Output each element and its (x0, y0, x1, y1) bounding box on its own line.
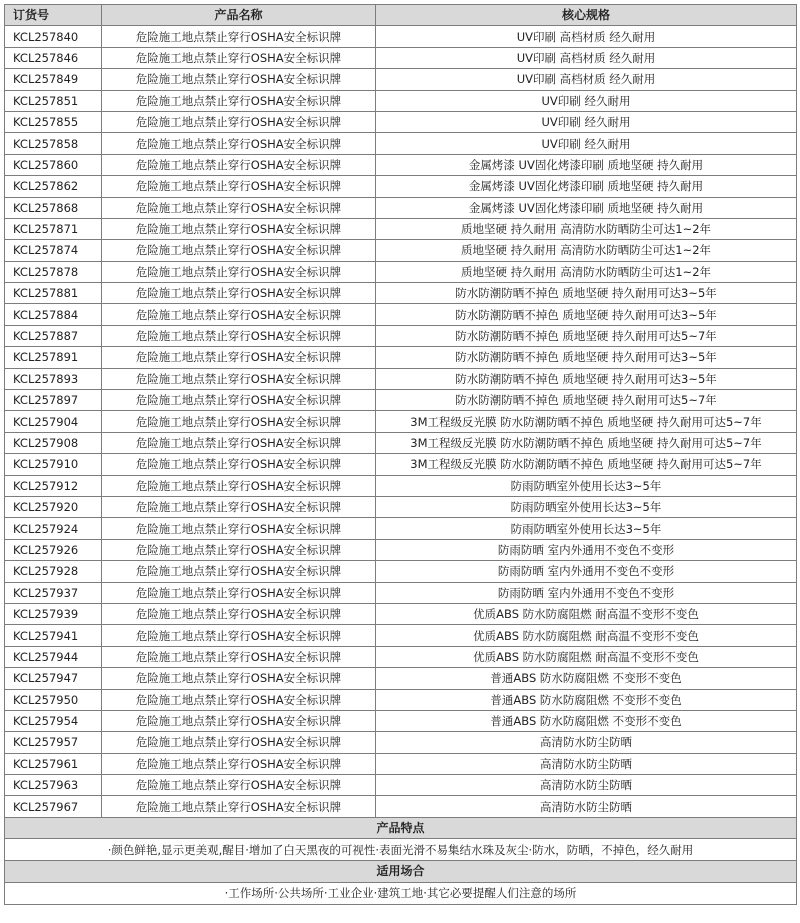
core-spec-cell: 优质ABS 防水防腐阻燃 耐高温不变形不变色 (376, 603, 797, 624)
core-spec-cell: 高清防水防尘防晒 (376, 796, 797, 817)
order-number-cell: KCL257851 (5, 90, 102, 111)
product-name-cell: 危险施工地点禁止穿行OSHA安全标识牌 (102, 133, 376, 154)
core-spec-cell: UV印刷 高档材质 经久耐用 (376, 47, 797, 68)
product-name-cell: 危险施工地点禁止穿行OSHA安全标识牌 (102, 390, 376, 411)
table-row (5, 69, 797, 90)
table-row (5, 154, 797, 175)
order-number-cell: KCL257893 (5, 368, 102, 389)
order-number-cell: KCL257941 (5, 625, 102, 646)
product-name-cell: 危险施工地点禁止穿行OSHA安全标识牌 (102, 582, 376, 603)
order-number-cell: KCL257908 (5, 432, 102, 453)
order-number-cell: KCL257904 (5, 411, 102, 432)
spec-sheet (4, 4, 796, 905)
product-name-cell: 危险施工地点禁止穿行OSHA安全标识牌 (102, 518, 376, 539)
table-row (5, 261, 797, 282)
core-spec-cell: 防水防潮防晒不掉色 质地坚硬 持久耐用可达3~5年 (376, 368, 797, 389)
order-number-cell: KCL257937 (5, 582, 102, 603)
table-row (5, 133, 797, 154)
core-spec-cell: 普通ABS 防水防腐阻燃 不变形不变色 (376, 689, 797, 710)
core-spec-cell: 高清防水防尘防晒 (376, 732, 797, 753)
core-spec-cell: UV印刷 经久耐用 (376, 133, 797, 154)
product-name-cell: 危险施工地点禁止穿行OSHA安全标识牌 (102, 411, 376, 432)
product-name-cell: 危险施工地点禁止穿行OSHA安全标识牌 (102, 368, 376, 389)
product-name-cell: 危险施工地点禁止穿行OSHA安全标识牌 (102, 710, 376, 731)
core-spec-cell: 普通ABS 防水防腐阻燃 不变形不变色 (376, 710, 797, 731)
product-name-cell: 危险施工地点禁止穿行OSHA安全标识牌 (102, 111, 376, 132)
features-title: 产品特点 (5, 817, 797, 838)
product-name-cell: 危险施工地点禁止穿行OSHA安全标识牌 (102, 240, 376, 261)
table-row (5, 454, 797, 475)
order-number-cell: KCL257881 (5, 283, 102, 304)
product-name-cell: 危险施工地点禁止穿行OSHA安全标识牌 (102, 454, 376, 475)
core-spec-cell: 3M工程级反光膜 防水防潮防晒不掉色 质地坚硬 持久耐用可达5~7年 (376, 432, 797, 453)
product-name-cell: 危险施工地点禁止穿行OSHA安全标识牌 (102, 775, 376, 796)
applications-text: ·工作场所·公共场所·工业企业·建筑工地·其它必要提醒人们注意的场所 (5, 882, 797, 904)
order-number-cell: KCL257963 (5, 775, 102, 796)
order-number-cell: KCL257887 (5, 325, 102, 346)
core-spec-cell: UV印刷 高档材质 经久耐用 (376, 69, 797, 90)
table-row (5, 603, 797, 624)
core-spec-cell: 质地坚硬 持久耐用 高清防水防晒防尘可达1~2年 (376, 218, 797, 239)
order-number-cell: KCL257878 (5, 261, 102, 282)
table-row (5, 390, 797, 411)
table-row (5, 475, 797, 496)
header-order-number: 订货号 (5, 5, 102, 26)
product-name-cell: 危险施工地点禁止穿行OSHA安全标识牌 (102, 304, 376, 325)
core-spec-cell: 金属烤漆 UV固化烤漆印刷 质地坚硬 持久耐用 (376, 176, 797, 197)
order-number-cell: KCL257954 (5, 710, 102, 731)
product-name-cell: 危险施工地点禁止穿行OSHA安全标识牌 (102, 90, 376, 111)
product-name-cell: 危险施工地点禁止穿行OSHA安全标识牌 (102, 432, 376, 453)
table-row (5, 90, 797, 111)
core-spec-cell: 防水防潮防晒不掉色 质地坚硬 持久耐用可达5~7年 (376, 325, 797, 346)
core-spec-cell: 3M工程级反光膜 防水防潮防晒不掉色 质地坚硬 持久耐用可达5~7年 (376, 454, 797, 475)
order-number-cell: KCL257920 (5, 496, 102, 517)
header-core-spec: 核心规格 (376, 5, 797, 26)
order-number-cell: KCL257884 (5, 304, 102, 325)
product-name-cell: 危险施工地点禁止穿行OSHA安全标识牌 (102, 646, 376, 667)
core-spec-cell: 优质ABS 防水防腐阻燃 耐高温不变形不变色 (376, 625, 797, 646)
core-spec-cell: 金属烤漆 UV固化烤漆印刷 质地坚硬 持久耐用 (376, 197, 797, 218)
table-header-row (5, 5, 797, 26)
order-number-cell: KCL257926 (5, 539, 102, 560)
table-row (5, 539, 797, 560)
core-spec-cell: 防水防潮防晒不掉色 质地坚硬 持久耐用可达5~7年 (376, 390, 797, 411)
table-row (5, 668, 797, 689)
core-spec-cell: 防雨防晒 室内外通用不变色不变形 (376, 561, 797, 582)
product-name-cell: 危险施工地点禁止穿行OSHA安全标识牌 (102, 689, 376, 710)
product-name-cell: 危险施工地点禁止穿行OSHA安全标识牌 (102, 283, 376, 304)
table-row (5, 796, 797, 817)
product-name-cell: 危险施工地点禁止穿行OSHA安全标识牌 (102, 176, 376, 197)
order-number-cell: KCL257939 (5, 603, 102, 624)
product-name-cell: 危险施工地点禁止穿行OSHA安全标识牌 (102, 496, 376, 517)
table-row (5, 646, 797, 667)
order-number-cell: KCL257855 (5, 111, 102, 132)
core-spec-cell: 高清防水防尘防晒 (376, 753, 797, 774)
core-spec-cell: UV印刷 高档材质 经久耐用 (376, 26, 797, 47)
order-number-cell: KCL257928 (5, 561, 102, 582)
order-number-cell: KCL257849 (5, 69, 102, 90)
table-row (5, 197, 797, 218)
core-spec-cell: 防雨防晒室外使用长达3~5年 (376, 518, 797, 539)
table-row (5, 47, 797, 68)
applications-heading-row (5, 861, 797, 882)
order-number-cell: KCL257862 (5, 176, 102, 197)
order-number-cell: KCL257924 (5, 518, 102, 539)
order-number-cell: KCL257944 (5, 646, 102, 667)
core-spec-cell: 防雨防晒 室内外通用不变色不变形 (376, 539, 797, 560)
product-name-cell: 危险施工地点禁止穿行OSHA安全标识牌 (102, 603, 376, 624)
core-spec-cell: 质地坚硬 持久耐用 高清防水防晒防尘可达1~2年 (376, 240, 797, 261)
table-row (5, 710, 797, 731)
order-number-cell: KCL257967 (5, 796, 102, 817)
order-number-cell: KCL257961 (5, 753, 102, 774)
order-number-cell: KCL257957 (5, 732, 102, 753)
table-row (5, 411, 797, 432)
order-number-cell: KCL257858 (5, 133, 102, 154)
table-row (5, 325, 797, 346)
table-row (5, 347, 797, 368)
core-spec-cell: 防雨防晒室外使用长达3~5年 (376, 475, 797, 496)
core-spec-cell: 优质ABS 防水防腐阻燃 耐高温不变形不变色 (376, 646, 797, 667)
core-spec-cell: 金属烤漆 UV固化烤漆印刷 质地坚硬 持久耐用 (376, 154, 797, 175)
order-number-cell: KCL257897 (5, 390, 102, 411)
table-row (5, 368, 797, 389)
order-number-cell: KCL257871 (5, 218, 102, 239)
product-name-cell: 危险施工地点禁止穿行OSHA安全标识牌 (102, 26, 376, 47)
product-name-cell: 危险施工地点禁止穿行OSHA安全标识牌 (102, 732, 376, 753)
order-number-cell: KCL257910 (5, 454, 102, 475)
order-number-cell: KCL257840 (5, 26, 102, 47)
core-spec-cell: 质地坚硬 持久耐用 高清防水防晒防尘可达1~2年 (376, 261, 797, 282)
table-row (5, 625, 797, 646)
core-spec-cell: UV印刷 经久耐用 (376, 111, 797, 132)
product-name-cell: 危险施工地点禁止穿行OSHA安全标识牌 (102, 625, 376, 646)
product-name-cell: 危险施工地点禁止穿行OSHA安全标识牌 (102, 347, 376, 368)
features-text: ·颜色鲜艳,显示更美观,醒目·增加了白天黑夜的可视性·表面光滑不易集结水珠及灰尘·防水，防晒，不掉色，经久耐用 (5, 839, 797, 861)
order-number-cell: KCL257891 (5, 347, 102, 368)
table-row (5, 496, 797, 517)
table-row (5, 518, 797, 539)
table-row (5, 176, 797, 197)
core-spec-cell: 高清防水防尘防晒 (376, 775, 797, 796)
core-spec-cell: 防水防潮防晒不掉色 质地坚硬 持久耐用可达3~5年 (376, 283, 797, 304)
table-row (5, 432, 797, 453)
applications-title: 适用场合 (5, 861, 797, 882)
features-text-row (5, 839, 797, 861)
core-spec-cell: 普通ABS 防水防腐阻燃 不变形不变色 (376, 668, 797, 689)
core-spec-cell: UV印刷 经久耐用 (376, 90, 797, 111)
applications-text-row (5, 882, 797, 904)
table-row (5, 732, 797, 753)
product-name-cell: 危险施工地点禁止穿行OSHA安全标识牌 (102, 539, 376, 560)
core-spec-cell: 防雨防晒 室内外通用不变色不变形 (376, 582, 797, 603)
product-name-cell: 危险施工地点禁止穿行OSHA安全标识牌 (102, 753, 376, 774)
product-name-cell: 危险施工地点禁止穿行OSHA安全标识牌 (102, 668, 376, 689)
table-row (5, 111, 797, 132)
product-name-cell: 危险施工地点禁止穿行OSHA安全标识牌 (102, 69, 376, 90)
header-product-name: 产品名称 (102, 5, 376, 26)
order-number-cell: KCL257950 (5, 689, 102, 710)
order-number-cell: KCL257947 (5, 668, 102, 689)
table-row (5, 240, 797, 261)
core-spec-cell: 防水防潮防晒不掉色 质地坚硬 持久耐用可达3~5年 (376, 347, 797, 368)
table-row (5, 689, 797, 710)
order-number-cell: KCL257868 (5, 197, 102, 218)
product-name-cell: 危险施工地点禁止穿行OSHA安全标识牌 (102, 47, 376, 68)
core-spec-cell: 防水防潮防晒不掉色 质地坚硬 持久耐用可达3~5年 (376, 304, 797, 325)
product-name-cell: 危险施工地点禁止穿行OSHA安全标识牌 (102, 218, 376, 239)
product-name-cell: 危险施工地点禁止穿行OSHA安全标识牌 (102, 197, 376, 218)
features-heading-row (5, 817, 797, 838)
product-name-cell: 危险施工地点禁止穿行OSHA安全标识牌 (102, 796, 376, 817)
product-name-cell: 危险施工地点禁止穿行OSHA安全标识牌 (102, 325, 376, 346)
table-row (5, 283, 797, 304)
core-spec-cell: 防雨防晒室外使用长达3~5年 (376, 496, 797, 517)
order-number-cell: KCL257912 (5, 475, 102, 496)
order-number-cell: KCL257860 (5, 154, 102, 175)
core-spec-cell: 3M工程级反光膜 防水防潮防晒不掉色 质地坚硬 持久耐用可达5~7年 (376, 411, 797, 432)
product-table (4, 4, 797, 905)
product-name-cell: 危险施工地点禁止穿行OSHA安全标识牌 (102, 475, 376, 496)
product-name-cell: 危险施工地点禁止穿行OSHA安全标识牌 (102, 261, 376, 282)
order-number-cell: KCL257846 (5, 47, 102, 68)
table-row (5, 218, 797, 239)
product-name-cell: 危险施工地点禁止穿行OSHA安全标识牌 (102, 154, 376, 175)
order-number-cell: KCL257874 (5, 240, 102, 261)
table-body (5, 26, 797, 817)
table-row (5, 304, 797, 325)
table-row (5, 561, 797, 582)
table-row (5, 775, 797, 796)
table-row (5, 753, 797, 774)
table-row (5, 26, 797, 47)
table-row (5, 582, 797, 603)
product-name-cell: 危险施工地点禁止穿行OSHA安全标识牌 (102, 561, 376, 582)
